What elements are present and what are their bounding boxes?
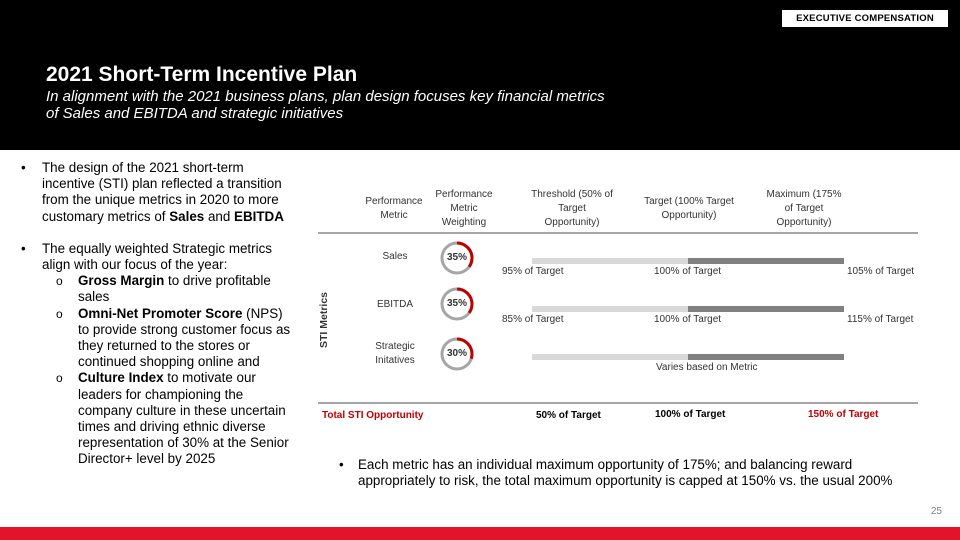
sub-bullet-bold: Omni-Net Promoter Score — [78, 305, 243, 321]
row-ebitda-target: 100% of Target — [654, 314, 722, 325]
sub-bullet-gross-margin — [18, 273, 296, 305]
page-title: 2021 Short-Term Incentive Plan — [46, 63, 358, 86]
page-number: 25 — [930, 506, 942, 517]
page-subtitle: In alignment with the 2021 business plans, plan design focuses key financial metrics of Sales and EBITDA and strategic initiatives — [46, 88, 605, 122]
bar-ebitda-maximum — [688, 306, 844, 312]
sub-bullet-text: to drive profitable sales — [78, 273, 271, 305]
bullet-text: The design of the 2021 short-term incentive (STI) plan reflected a transition from the unique metrics in 2020 to more customary metrics of — [42, 160, 282, 224]
header-performance-metric: Performance Metric — [365, 196, 423, 221]
sub-bullet-bold: Gross Margin — [78, 273, 165, 289]
header-metric-weighting: Performance Metric Weighting — [435, 189, 493, 228]
bar-sales-threshold — [532, 258, 688, 264]
bullet-max-opportunity: • Each metric has an individual maximum opportunity of 175%; and balancing reward appropriately to risk, the total maximum opportunity is capped at 150% vs. the usual 200% — [336, 457, 896, 489]
row-sales-metric: Sales — [382, 251, 408, 262]
bar-strategic-threshold — [532, 354, 688, 360]
row-sales-weight: 35% — [446, 252, 467, 263]
header-target: Target (100% Target Opportunity) — [644, 196, 734, 221]
sti-metrics-label: STI Metrics — [318, 291, 330, 349]
left-bullets — [18, 160, 296, 468]
row-ebitda-maximum: 115% of Target — [847, 314, 914, 325]
row-strategic-note: Varies based on Metric — [656, 362, 758, 373]
total-sti-label: Total STI Opportunity — [322, 410, 424, 421]
row-strategic-metric: Strategic Initatives — [375, 341, 415, 366]
header-threshold: Threshold (50% of Target Opportunity) — [531, 189, 613, 228]
sub-bullet-text: (NPS) to provide strong customer focus as they returned to the stores or continued shopping online and — [78, 305, 291, 370]
bar-sales-maximum — [688, 258, 844, 264]
footer-accent-bar — [0, 527, 960, 540]
bullet-sti-design — [18, 160, 296, 225]
bar-ebitda-threshold — [532, 306, 688, 312]
row-ebitda-weight: 35% — [446, 298, 467, 309]
bullet-conj: and — [204, 208, 235, 224]
row-sales-threshold: 95% of Target — [502, 266, 564, 277]
sti-metrics-table — [318, 180, 918, 430]
table-top-rule — [318, 232, 918, 234]
bottom-note — [336, 457, 896, 489]
header-band — [0, 0, 960, 150]
row-sales-maximum: 105% of Target — [847, 266, 915, 277]
total-maximum: 150% of Target — [808, 409, 879, 420]
bullet-strategic-metrics: • The equally weighted Strategic metrics align with our focus of the year: — [18, 241, 296, 273]
ebitda-emphasis: EBITDA — [234, 208, 284, 224]
sub-bullet-nps — [18, 306, 296, 371]
bar-strategic-maximum — [688, 354, 844, 360]
sub-bullet-culture-index — [18, 370, 296, 467]
row-ebitda-threshold: 85% of Target — [502, 314, 564, 325]
table-total-rule — [318, 402, 918, 404]
total-threshold: 50% of Target — [536, 410, 601, 421]
row-ebitda-metric: EBITDA — [376, 299, 414, 310]
sub-bullet-bold: Culture Index — [78, 370, 164, 386]
header-maximum: Maximum (175% of Target Opportunity) — [766, 189, 842, 228]
sales-emphasis: Sales — [169, 208, 205, 224]
row-strategic-weight: 30% — [446, 348, 467, 359]
section-tag: EXECUTIVE COMPENSATION — [782, 10, 948, 27]
total-target: 100% of Target — [655, 409, 726, 420]
sub-bullet-text: to motivate our leaders for championing the company culture in these uncertain times and driving ethnic diverse representation of 30% at the Senior Director+ level by 2025 — [78, 370, 289, 467]
row-sales-target: 100% of Target — [654, 266, 722, 277]
